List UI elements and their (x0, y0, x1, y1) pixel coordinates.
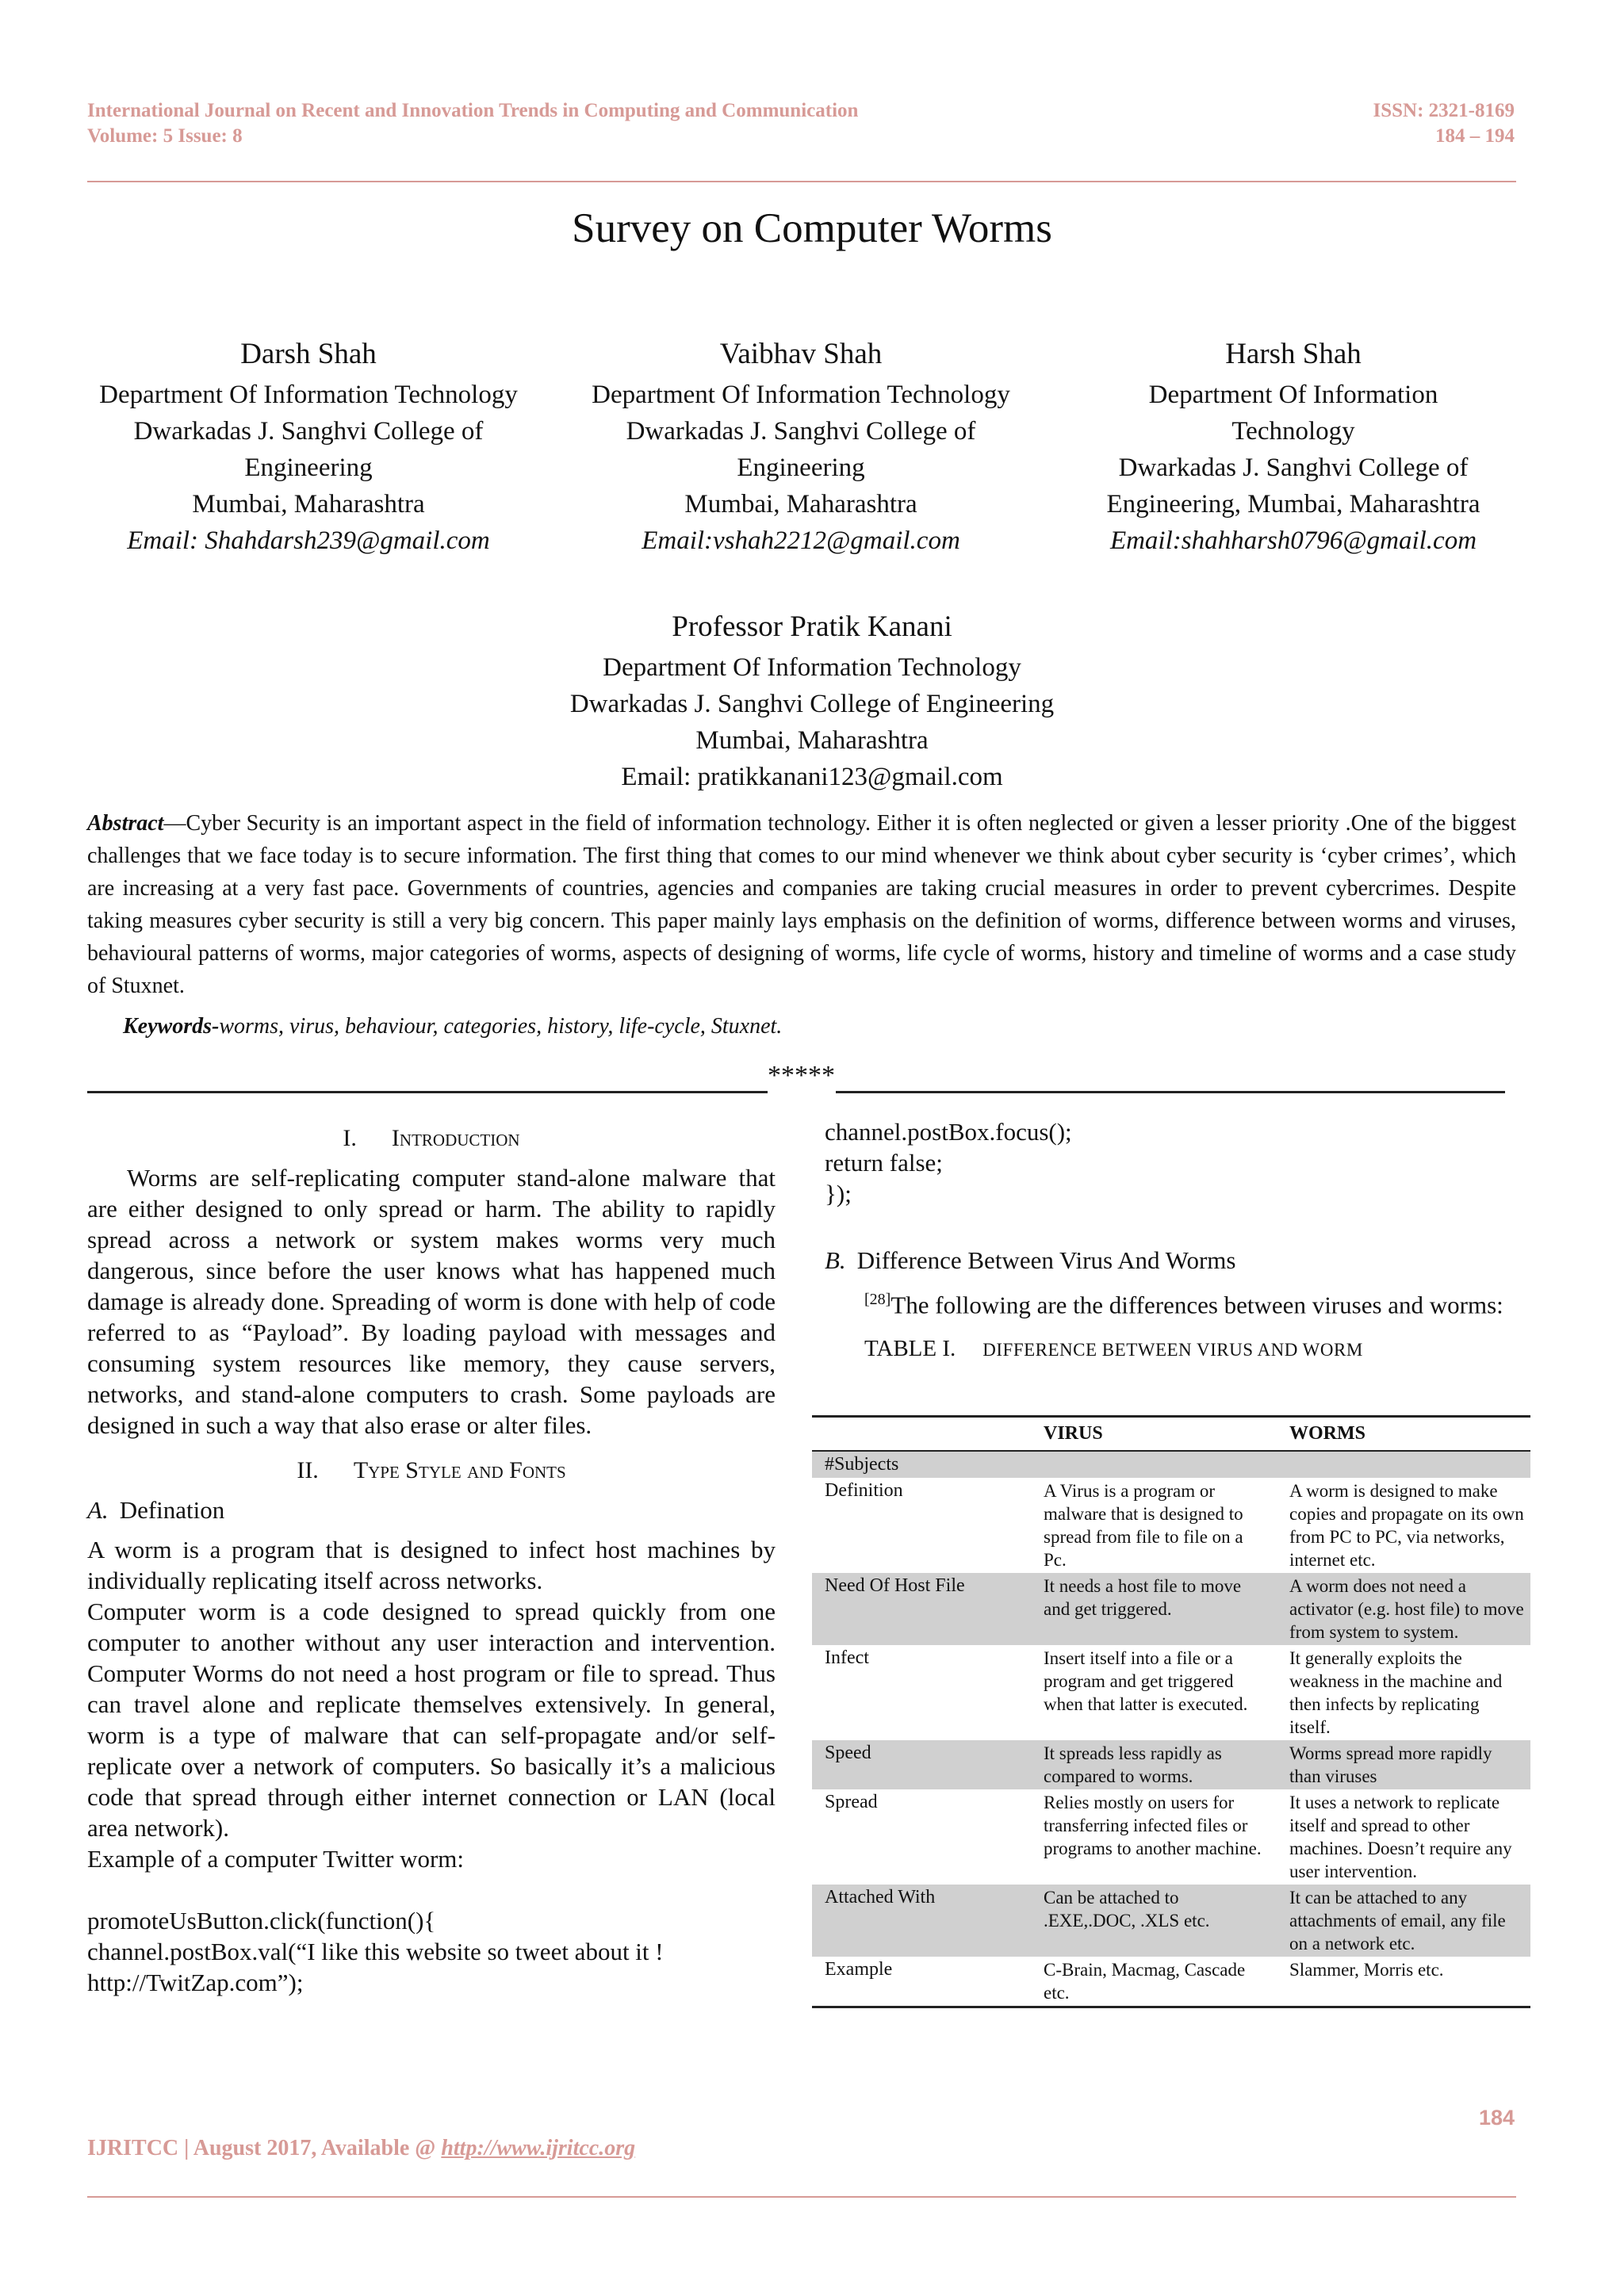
keywords-text: worms, virus, behaviour, categories, history, life-cycle, Stuxnet. (219, 1014, 783, 1039)
section-number: II. (297, 1457, 319, 1483)
abstract-text: —Cyber Security is an important aspect in the field of information technology. Either it is often neglected or given a lesser priority .One of the biggest challenges that we face today is to secure information. The first thing that comes to our mind whenever we think about cyber security is ‘cyber crimes’, which are increasing at a very fast pace. Governments of countries, agencies and companies are taking crucial measures in order to prevent cybercrimes. Despite taking measures cyber security is still a very big concern. This paper mainly lays emphasis on the definition of worms, difference between worms and viruses, behavioural patterns of worms, major categories of worms, aspects of designing of worms, life cycle of worms, history and timeline of worms and a case study of Stuxnet. (87, 811, 1516, 998)
section-heading-type-style (87, 1455, 776, 1487)
intro-paragraph: Worms are self-replicating computer stand-alone malware that are either designed to only spread or harm. The ability to rapidly spread across a network or system makes worms very much dangerous, since before the user knows what has happened much damage is already done. Spreading of worm is done with help of code referred to as “Payload”. By loading payload with messages and consuming system resources like memory, they cause servers, networks, and stand-alone computers to crash. Some payloads are designed in such a way that also erase or alter files. (87, 1164, 776, 1439)
journal-name: International Journal on Recent and Innovation Trends in Computing and Communication (87, 100, 859, 121)
difference-intro (825, 1284, 1522, 1320)
table-header-row (812, 1417, 1530, 1452)
author-affiliation-line: Engineering, Mumbai, Maharashtra (1106, 490, 1480, 519)
author-email: Email:vshah2212@gmail.com (642, 526, 960, 555)
author-affiliation-line: Department Of Information Technology (592, 381, 1010, 409)
author-affiliation-line: Department Of Information Technology (603, 653, 1021, 682)
table-row (812, 1645, 1530, 1740)
author-affiliation-line: Engineering (244, 453, 373, 482)
footer-text: IJRITCC | August 2017, Available @ (87, 2136, 442, 2160)
author-name: Harsh Shah (1225, 338, 1362, 370)
left-column (87, 1116, 776, 1998)
paper-title: Survey on Computer Worms (572, 205, 1052, 251)
author-affiliation-line: Engineering (737, 453, 865, 482)
code-line: http://TwitZap.com”); (87, 1969, 304, 1996)
table-row (812, 1957, 1530, 2007)
author-name: Vaibhav Shah (719, 338, 883, 370)
author-affiliation-line: Mumbai, Maharashtra (684, 490, 917, 519)
footer-link[interactable]: http://www.ijritcc.org (441, 2136, 636, 2160)
table-cell-subject: Infect (825, 1647, 869, 1668)
separator-rule-right (836, 1091, 1505, 1093)
author-affiliation-line: Dwarkadas J. Sanghvi College of (133, 417, 484, 446)
author-affiliation-line: Dwarkadas J. Sanghvi College of (1118, 453, 1469, 482)
code-line: promoteUsButton.click(function(){ (87, 1907, 436, 1934)
table-row (812, 1885, 1530, 1957)
subsection-letter: B. (825, 1246, 846, 1274)
subsection-heading-difference (825, 1245, 1522, 1276)
table-row (812, 1478, 1530, 1573)
table-cell-subject: Need Of Host File (812, 1573, 1031, 1645)
author-affiliation-line: Department Of Information Technology (99, 381, 518, 409)
right-column (825, 1116, 1522, 1380)
author-affiliation-line: Mumbai, Maharashtra (695, 726, 929, 755)
table-cell-virus: It needs a host file to move and get triggered. (1031, 1573, 1277, 1645)
section-number: I. (343, 1125, 357, 1151)
table-cell-worm: Slammer, Morris etc. (1277, 1957, 1530, 2007)
table-cell-worm: It generally exploits the weakness in the machine and then infects by replicating itself. (1289, 1648, 1503, 1737)
table-cell-subject: #Subjects (812, 1451, 1031, 1478)
subsection-letter: A. (87, 1496, 109, 1524)
table-cell-worm: It uses a network to replicate itself and spread to other machines. Doesn’t require any user intervention. (1289, 1793, 1512, 1881)
footer (87, 2134, 635, 2163)
citation-ref: [28] (864, 1291, 891, 1308)
table-row (812, 1789, 1530, 1885)
table-header-cell: WORMS (1277, 1417, 1530, 1452)
author-email: Email:shahharsh0796@gmail.com (1109, 526, 1477, 555)
separator-stars: ***** (768, 1061, 835, 1090)
table-cell-virus: Can be attached to .EXE,.DOC, .XLS etc. (1031, 1885, 1277, 1957)
table-cell-worm: Worms spread more rapidly than viruses (1277, 1740, 1530, 1789)
table-title: DIFFERENCE BETWEEN VIRUS AND WORM (982, 1340, 1363, 1360)
author-affiliation-line: Technology (1231, 417, 1355, 446)
comparison-table (812, 1415, 1530, 2008)
keywords (123, 1011, 782, 1043)
code-line: return false; (825, 1149, 943, 1177)
code-line: }); (825, 1180, 852, 1207)
table-row (812, 1451, 1530, 1478)
author-email: Email: pratikkanani123@gmail.com (621, 763, 1003, 791)
author-1 (87, 335, 530, 559)
difference-intro-text: The following are the differences between viruses and worms: (891, 1291, 1503, 1319)
author-3 (1071, 335, 1516, 559)
table-row (812, 1740, 1530, 1789)
table-cell-subject: Speed (812, 1740, 1031, 1789)
table-cell-subject: Spread (825, 1792, 878, 1812)
journal-header (87, 98, 1515, 149)
table-cell-virus: Insert itself into a file or a program and get triggered when that latter is executed. (1044, 1648, 1248, 1714)
code-line: channel.postBox.val(“I like this website so tweet about it ! (87, 1938, 664, 1965)
author-professor (495, 607, 1129, 795)
subsection-title: Difference Between Virus And Worms (856, 1246, 1236, 1274)
table-cell-virus: Relies mostly on users for transferring infected files or programs to another machine. (1044, 1793, 1262, 1858)
section-heading-introduction (87, 1123, 776, 1154)
definition-paragraph-2: Computer worm is a code designed to spread quickly from one computer to another without any user interaction and intervention. Computer Worms do not need a host program or file to spread. Thus can travel alone and replicate themselves extensively. In general, worm is a type of malware that can self-propagate and/or self-replicate over a network of computers. So basically it’s a malicious code that spread through either internet connection or LAN (local area network). (87, 1598, 776, 1842)
issn: ISSN: 2321-8169 (1373, 100, 1515, 121)
author-affiliation-line: Dwarkadas J. Sanghvi College of Engineering (569, 690, 1055, 718)
section-title: Type Style and Fonts (353, 1457, 566, 1483)
keywords-label: Keywords- (123, 1014, 220, 1039)
table-cell-virus: C-Brain, Macmag, Cascade etc. (1031, 1957, 1277, 2007)
definition-paragraph-1: A worm is a program that is designed to infect host machines by individually replicating itself across networks. (87, 1536, 776, 1594)
volume-issue: Volume: 5 Issue: 8 (87, 125, 243, 147)
author-affiliation-line: Mumbai, Maharashtra (192, 490, 425, 519)
page-range: 184 – 194 (1435, 125, 1515, 147)
author-email: Email: Shahdarsh239@gmail.com (127, 526, 490, 555)
table-row (812, 1573, 1530, 1645)
table-cell-virus: A Virus is a program or malware that is designed to spread from file to file on a Pc. (1044, 1481, 1243, 1570)
subsection-title: Defination (119, 1496, 225, 1524)
abstract (87, 807, 1516, 1002)
table-cell-worm: A worm does not need a activator (e.g. host file) to move from system to system. (1277, 1573, 1530, 1645)
author-affiliation-line: Department Of Information (1148, 381, 1438, 409)
author-name: Darsh Shah (240, 338, 377, 370)
table-cell-worm: A worm is designed to make copies and propagate on its own from PC to PC, via networks, internet etc. (1289, 1481, 1524, 1570)
example-intro: Example of a computer Twitter worm: (87, 1845, 465, 1873)
subsection-heading-definition (87, 1494, 776, 1526)
table-cell-subject: Definition (825, 1480, 903, 1501)
table-cell-subject: Example (812, 1957, 1031, 2007)
section-title: Introduction (391, 1125, 520, 1151)
code-line: channel.postBox.focus(); (825, 1118, 1072, 1146)
table-header-cell (812, 1417, 1031, 1452)
table-cell-virus: It spreads less rapidly as compared to worms. (1031, 1740, 1277, 1789)
author-2 (579, 335, 1023, 559)
table-number: TABLE I. (864, 1336, 956, 1362)
author-affiliation-line: Dwarkadas J. Sanghvi College of (626, 417, 976, 446)
table-cell-worm: It can be attached to any attachments of email, any file on a network etc. (1277, 1885, 1530, 1957)
author-name: Professor Pratik Kanani (672, 610, 952, 643)
table-cell-subject: Attached With (812, 1885, 1031, 1957)
table-header-cell: VIRUS (1031, 1417, 1277, 1452)
separator-rule-left (87, 1091, 768, 1093)
abstract-label: Abstract (87, 811, 164, 836)
header-rule (87, 181, 1516, 182)
table-caption (864, 1334, 1522, 1364)
footer-rule (87, 2196, 1516, 2198)
page-number: 184 (1478, 2106, 1515, 2130)
